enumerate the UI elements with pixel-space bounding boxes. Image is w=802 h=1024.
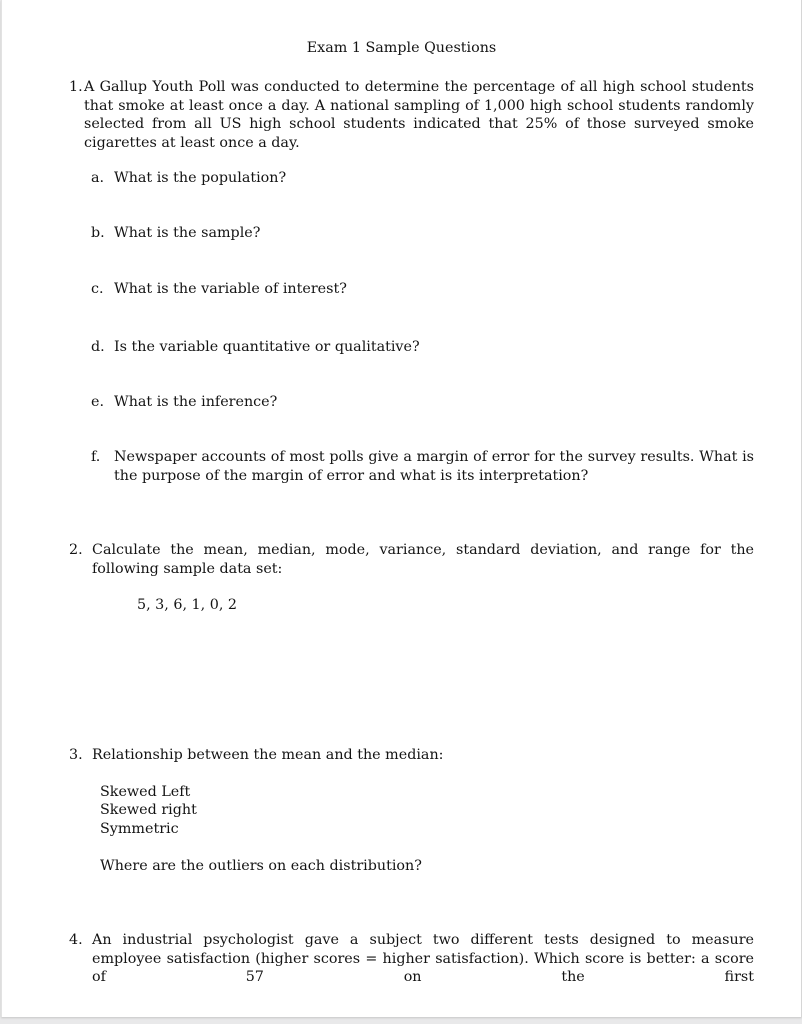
question-1a-text: What is the population? xyxy=(114,170,287,186)
question-1f xyxy=(91,448,754,488)
question-1e-label: e. xyxy=(91,394,105,410)
question-1d-label: d. xyxy=(91,339,105,355)
skew-item: Skewed right xyxy=(100,802,197,818)
question-1d-text: Is the variable quantitative or qualitative? xyxy=(114,339,420,355)
question-1-number: 1. xyxy=(69,79,83,95)
question-1c-label: c. xyxy=(91,281,104,297)
question-3-text: Relationship between the mean and the median: xyxy=(92,747,444,763)
question-4-text: An industrial psychologist gave a subject two different tests designed to measure employee satisfaction (higher scores = higher satisfaction). Which score is better: a score of 57 on the first xyxy=(92,932,754,985)
question-1f-label: f. xyxy=(91,449,101,465)
question-1f-text: Newspaper accounts of most polls give a margin of error for the survey results. What is the purpose of the margin of error and what is its interpretation? xyxy=(114,449,754,484)
sample-data-set: 5, 3, 6, 1, 0, 2 xyxy=(137,597,238,613)
question-1b-label: b. xyxy=(91,225,105,241)
question-2-number: 2. xyxy=(69,542,83,558)
question-3-followup: Where are the outliers on each distribution? xyxy=(100,858,422,874)
question-1c-text: What is the variable of interest? xyxy=(114,281,347,297)
question-3-number: 3. xyxy=(69,747,83,763)
question-1b-text: What is the sample? xyxy=(114,225,261,241)
skew-item: Skewed Left xyxy=(100,784,191,800)
question-2-text: Calculate the mean, median, mode, variance, standard deviation, and range for the following sample data set: xyxy=(92,542,754,577)
skew-item: Symmetric xyxy=(100,821,179,837)
page-title: Exam 1 Sample Questions xyxy=(306,40,497,56)
question-1e-text: What is the inference? xyxy=(114,394,278,410)
question-4-number: 4. xyxy=(69,932,83,948)
question-1-text: A Gallup Youth Poll was conducted to determine the percentage of all high school students that smoke at least once a day. A national sampling of 1,000 high school students randomly selected from all US high school students indicated that 25% of those surveyed smoke cigarettes at least once a day. xyxy=(84,79,754,151)
document-page xyxy=(1,0,802,1017)
question-1a-label: a. xyxy=(91,170,105,186)
